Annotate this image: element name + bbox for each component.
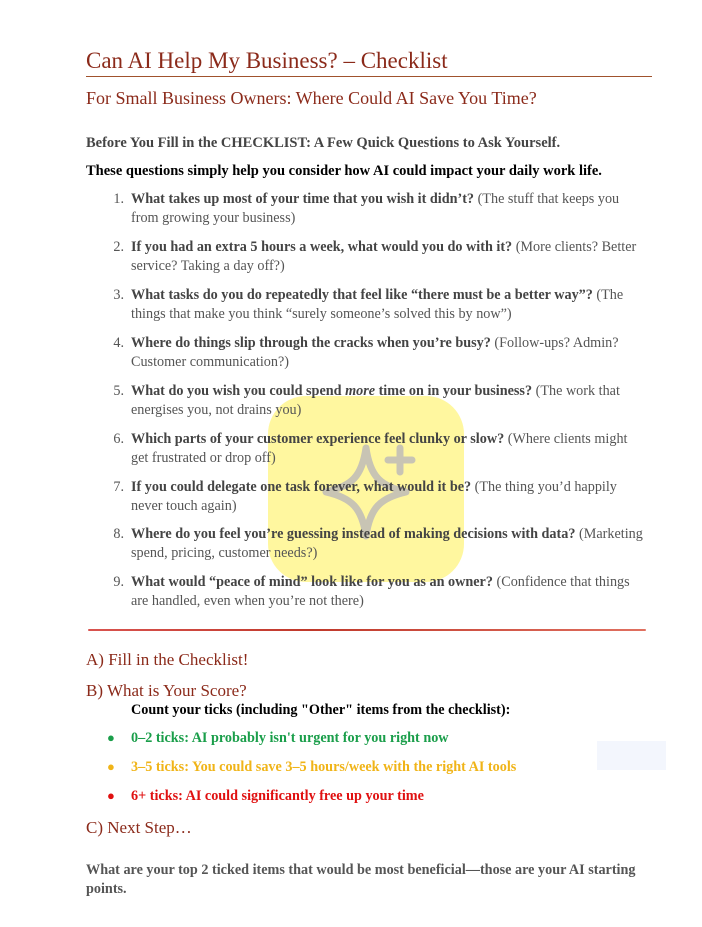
question-number: 1. — [113, 191, 124, 207]
question-note: (The things that make you think “surely someone’s solved this by now”) — [131, 287, 624, 322]
question-note: (Confidence that things are handled, even when you’re not there) — [131, 574, 630, 609]
question-note: (The stuff that keeps you from growing your business) — [131, 191, 620, 226]
intro-note: These questions simply help you consider how AI could impact your daily work life. — [86, 163, 602, 179]
question-number: 4. — [113, 335, 124, 351]
question-note: (More clients? Better service? Taking a day off?) — [131, 239, 637, 274]
question-bold: Where do you feel you’re guessing instead of making decisions with data? — [131, 526, 576, 542]
question-number: 9. — [113, 574, 124, 590]
section-b-heading: B) What is Your Score? — [86, 681, 247, 700]
score-text: 3–5 ticks: You could save 3–5 hours/week with the right AI tools — [131, 759, 517, 775]
section-divider — [88, 629, 646, 631]
bullet-dot-icon: ● — [107, 759, 115, 774]
question-note: (Marketing spend, pricing, customer needs?) — [131, 526, 643, 561]
score-instructions: Count your ticks (including "Other" items from the checklist): — [131, 702, 511, 718]
question-bold: What would “peace of mind” look like for you as an owner? — [131, 574, 493, 590]
page-title: Can AI Help My Business? – Checklist — [86, 48, 448, 73]
question-note: (The work that energises you, not drains you) — [131, 383, 620, 418]
question-bold-post: time on in your business? — [375, 383, 533, 399]
question-number: 5. — [113, 383, 124, 399]
closing-question: What are your top 2 ticked items that would be most beneficial—those are your AI starting points. — [86, 862, 636, 897]
bullet-dot-icon: ● — [107, 788, 115, 803]
question-note: (The thing you’d happily never touch again) — [131, 479, 617, 514]
question-number: 3. — [113, 287, 124, 303]
question-number: 7. — [113, 479, 124, 495]
page-subtitle: For Small Business Owners: Where Could AI Save You Time? — [86, 88, 537, 108]
blank-box — [597, 741, 666, 770]
question-bold: What takes up most of your time that you wish it didn’t? — [131, 191, 475, 207]
question-bold: Where do things slip through the cracks when you’re busy? — [131, 335, 491, 351]
question-number: 2. — [113, 239, 124, 255]
section-a-heading: A) Fill in the Checklist! — [86, 650, 249, 669]
question-bold: Which parts of your customer experience feel clunky or slow? — [131, 431, 505, 447]
question-note: (Where clients might get frustrated or drop off) — [131, 431, 628, 466]
question-number: 8. — [113, 526, 124, 542]
title-underline — [86, 76, 652, 77]
question-emphasis: more — [345, 383, 376, 399]
bullet-dot-icon: ● — [107, 730, 115, 745]
question-note: (Follow-ups? Admin? Customer communication?) — [131, 335, 619, 370]
score-text: 6+ ticks: AI could significantly free up your time — [131, 788, 424, 804]
question-number: 6. — [113, 431, 124, 447]
question-bold-pre: What do you wish you could spend — [131, 383, 346, 399]
question-bold: If you could delegate one task forever, what would it be? — [131, 479, 472, 495]
intro-heading: Before You Fill in the CHECKLIST: A Few Quick Questions to Ask Yourself. — [86, 135, 561, 151]
question-bold: If you had an extra 5 hours a week, what would you do with it? — [131, 239, 513, 255]
question-bold — [131, 383, 532, 399]
section-c-heading: C) Next Step… — [86, 818, 192, 837]
score-text: 0–2 ticks: AI probably isn't urgent for you right now — [131, 730, 449, 746]
question-bold: What tasks do you do repeatedly that feel like “there must be a better way”? — [131, 287, 593, 303]
